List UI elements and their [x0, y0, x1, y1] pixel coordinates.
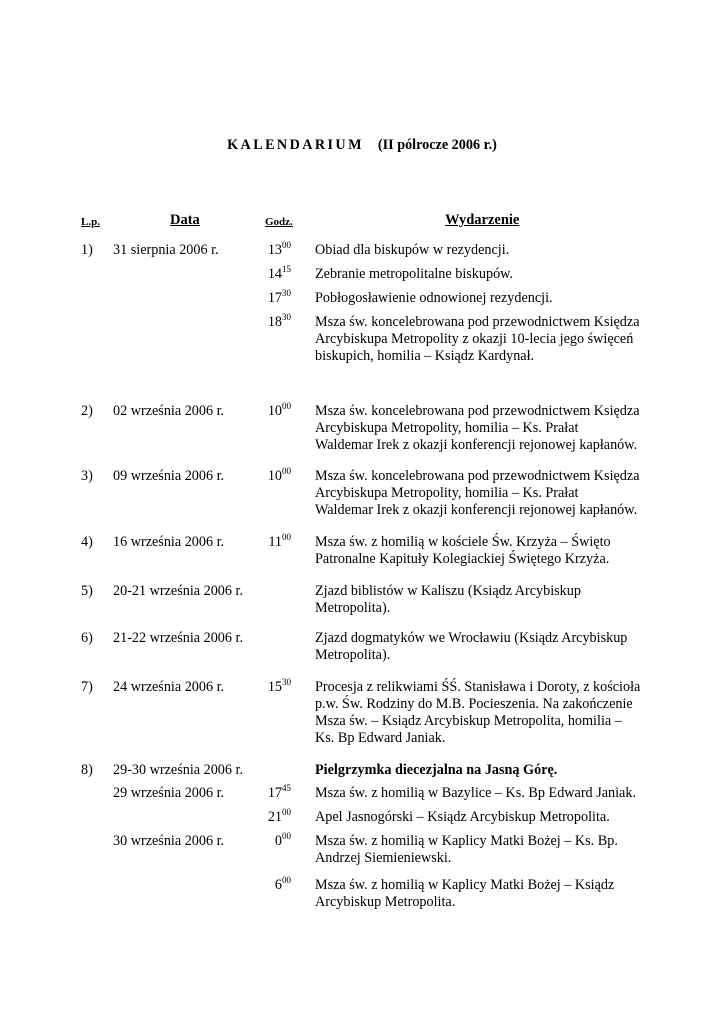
entry-date: 31 sierpnia 2006 r.	[113, 242, 219, 258]
time-minutes: 00	[282, 240, 291, 250]
entry-number: 6)	[81, 630, 93, 646]
entry-event: Msza św. z homilią w Kaplicy Matki Bożej – Ksiądz Arcybiskup Metropolita.	[315, 877, 615, 910]
entry-event: Msza św. koncelebrowana pod przewodnictwem Księdza Arcybiskupa Metropolity, homilia – Ks. Prałat Waldemar Irek z okazji konferencji rejonowej kapłanów.	[315, 468, 640, 518]
entry-time	[248, 403, 291, 420]
entry-time	[248, 833, 291, 850]
time-minutes: 00	[282, 875, 291, 885]
time-hour: 6	[274, 877, 282, 893]
entry-number: 1)	[81, 242, 93, 258]
page-title	[0, 137, 724, 154]
entry-event: Msza św. z homilią w Bazylice – Ks. Bp Edward Janiak.	[315, 785, 636, 801]
entry-number: 2)	[81, 403, 93, 419]
entry-time	[248, 534, 291, 551]
entry-number: 5)	[81, 583, 93, 599]
title-main: KALENDARIUM	[227, 137, 364, 153]
time-hour: 11	[268, 534, 282, 550]
entry-event: Msza św. z homilią w Kaplicy Matki Bożej – Ks. Bp. Andrzej Siemieniewski.	[315, 833, 618, 866]
entry-date: 20-21 września 2006 r.	[113, 583, 244, 599]
time-minutes: 00	[282, 466, 291, 476]
entry-event: Procesja z relikwiami ŚŚ. Stanisława i Doroty, z kościoła p.w. Św. Rodziny do M.B. Pocieszenia. Na zakończenie Msza św. – Ksiądz Arcybiskup Metropolita, homilia – Ks. Bp Edward Janiak.	[315, 679, 641, 746]
entry-time	[248, 785, 291, 802]
entry-number: 3)	[81, 468, 93, 484]
entry-event: Zjazd dogmatyków we Wrocławiu (Ksiądz Arcybiskup Metropolita).	[315, 630, 628, 663]
time-minutes: 00	[282, 831, 291, 841]
time-minutes: 30	[282, 288, 291, 298]
time-minutes: 30	[282, 312, 291, 322]
time-minutes: 00	[282, 401, 291, 411]
entry-time	[248, 679, 291, 696]
entry-event: Apel Jasnogórski – Ksiądz Arcybiskup Metropolita.	[315, 809, 610, 825]
entry-date: 24 września 2006 r.	[113, 679, 225, 695]
time-hour: 17	[267, 785, 282, 801]
time-minutes: 00	[282, 807, 291, 817]
entry-date: 09 września 2006 r.	[113, 468, 225, 484]
time-minutes: 00	[282, 532, 291, 542]
entry-date: 16 września 2006 r.	[113, 534, 225, 550]
entry-event: Zebranie metropolitalne biskupów.	[315, 266, 514, 282]
entry-event: Zjazd biblistów w Kaliszu (Ksiądz Arcybiskup Metropolita).	[315, 583, 581, 616]
entry-time	[248, 314, 291, 331]
entry-time	[248, 877, 291, 894]
column-header-lp: L.p.	[81, 216, 100, 228]
title-subtitle: (II pólrocze 2006 r.)	[377, 137, 497, 153]
entry-event: Msza św. koncelebrowana pod przewodnictwem Księdza Arcybiskupa Metropolity z okazji 10-lecia jego święceń biskupich, homilia – Ksiądz Kardynał.	[315, 314, 640, 364]
time-hour: 17	[267, 290, 282, 306]
time-minutes: 15	[282, 264, 291, 274]
entry-event: Pobłogosławienie odnowionej rezydencji.	[315, 290, 553, 306]
entry-date: 29 września 2006 r.	[113, 785, 225, 801]
time-hour: 14	[267, 266, 282, 282]
entry-event: Pielgrzymka diecezjalna na Jasną Górę.	[315, 762, 558, 778]
entry-time	[248, 468, 291, 485]
entry-time	[248, 242, 291, 259]
time-hour: 21	[267, 809, 282, 825]
time-hour: 10	[267, 468, 282, 484]
time-hour: 10	[267, 403, 282, 419]
entry-number: 4)	[81, 534, 93, 550]
entry-date: 21-22 września 2006 r.	[113, 630, 244, 646]
entry-number: 8)	[81, 762, 93, 778]
time-minutes: 30	[282, 677, 291, 687]
time-minutes: 45	[282, 783, 291, 793]
entry-event: Msza św. z homilią w kościele Św. Krzyża – Święto Patronalne Kapituły Kolegiackiej Świętego Krzyża.	[315, 534, 611, 567]
entry-date: 02 września 2006 r.	[113, 403, 225, 419]
entry-event: Msza św. koncelebrowana pod przewodnictwem Księdza Arcybiskupa Metropolity, homilia – Ks. Prałat Waldemar Irek z okazji konferencji rejonowej kapłanów.	[315, 403, 640, 453]
time-hour: 13	[267, 242, 282, 258]
column-header-wydarzenie: Wydarzenie	[445, 212, 520, 228]
entry-time	[248, 266, 291, 283]
entry-date: 30 września 2006 r.	[113, 833, 225, 849]
entry-time	[248, 290, 291, 307]
entry-time	[248, 809, 291, 826]
entry-event: Obiad dla biskupów w rezydencji.	[315, 242, 510, 258]
time-hour: 0	[274, 833, 282, 849]
column-header-godz: Godz.	[265, 216, 293, 228]
entry-number: 7)	[81, 679, 93, 695]
entry-date: 29-30 września 2006 r.	[113, 762, 244, 778]
time-hour: 15	[267, 679, 282, 695]
time-hour: 18	[267, 314, 282, 330]
column-header-data: Data	[170, 212, 200, 228]
